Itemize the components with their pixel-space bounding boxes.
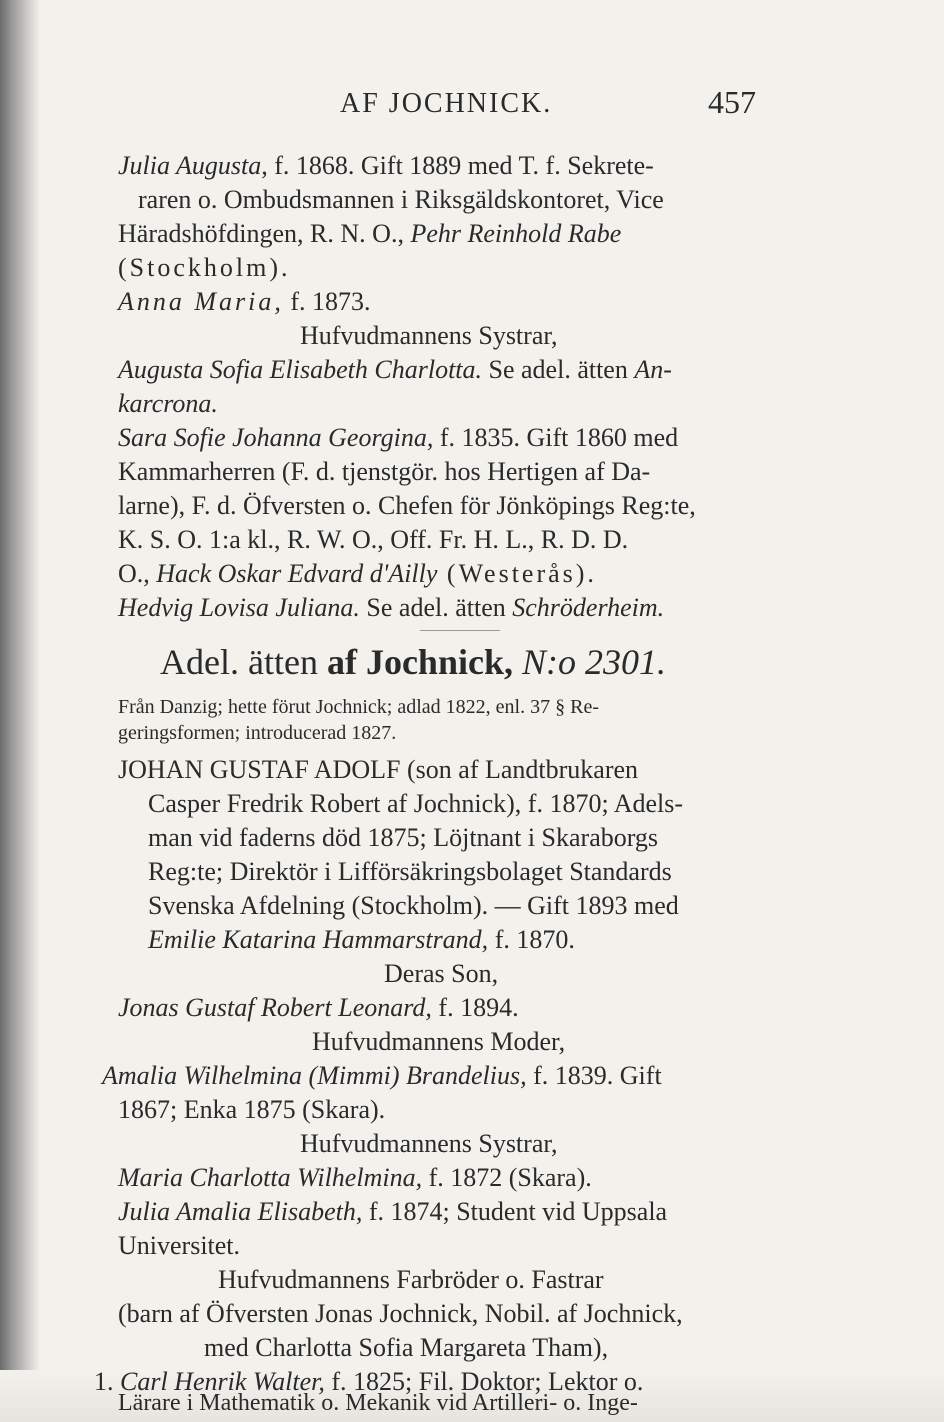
text-line: man vid faderns död 1875; Löjtnant i Skaraborgs (148, 823, 659, 852)
text-line: Svenska Afdelning (Stockholm). — Gift 1893 med (148, 891, 679, 920)
text-span: f. 1870. (488, 925, 575, 954)
person-name: Hack Oskar Edvard d'Ailly (156, 559, 438, 588)
text-line (118, 422, 678, 454)
book-spine-shadow (0, 0, 40, 1422)
divider (420, 630, 500, 631)
text-span: f. 1894. (431, 993, 519, 1022)
text-span: (Westerås). (437, 559, 597, 588)
text-span: f. 1825; Fil. Doktor; Lektor o. (324, 1367, 644, 1396)
family-title: af Jochnick, (326, 642, 513, 682)
subheading: Hufvudmannens Systrar, (300, 1129, 558, 1158)
person-name: Julia Amalia Elisabeth, (118, 1197, 363, 1226)
text-line: (barn af Öfversten Jonas Jochnick, Nobil. af Jochnick, (118, 1299, 683, 1328)
heading-note: Från Danzig; hette förut Jochnick; adlad 1822, enl. 37 § Re- (118, 696, 599, 718)
person-name: Julia Augusta, (118, 151, 268, 180)
family-heading (160, 640, 666, 684)
text-span: f. 1868. Gift 1889 med T. f. Sekrete- (267, 151, 654, 180)
person-name: Jonas Gustaf Robert Leonard, (118, 993, 432, 1022)
text-line (118, 354, 672, 386)
text-line (118, 1162, 592, 1194)
text-line: Lärare i Mathematik o. Mekanik vid Artilleri- o. Inge- (118, 1390, 638, 1416)
subheading: Deras Son, (384, 959, 499, 988)
list-number: 1. (94, 1367, 120, 1396)
text-line (118, 558, 597, 590)
person-name: Amalia Wilhelmina (Mimmi) Brandelius, (102, 1061, 527, 1090)
text-line: Reg:te; Direktör i Lifförsäkringsbolaget Standards (148, 857, 672, 886)
page-number: 457 (708, 84, 756, 120)
text-span: f. 1835. Gift 1860 med (433, 423, 679, 452)
text-line: JOHAN GUSTAF ADOLF (son af Landtbrukaren (118, 755, 639, 784)
text-line: 1867; Enka 1875 (Skara). (118, 1095, 386, 1124)
heading-prefix: Adel. ätten (160, 642, 327, 682)
heading-note: geringsformen; introducerad 1827. (118, 722, 397, 744)
text-line (118, 218, 621, 250)
subheading: Hufvudmannens Farbröder o. Fastrar (218, 1265, 604, 1294)
text-span: Häradshöfdingen, R. N. O., (118, 219, 411, 248)
text-line: Universitet. (118, 1231, 241, 1260)
running-title: AF JOCHNICK. (340, 88, 553, 119)
person-name: Anna Maria, (118, 287, 284, 316)
person-name: Emilie Katarina Hammarstrand, (148, 925, 489, 954)
text-line: K. S. O. 1:a kl., R. W. O., Off. Fr. H. L., R. D. D. (118, 525, 629, 554)
subheading: Hufvudmannens Systrar, (300, 321, 558, 350)
text-line (118, 992, 519, 1024)
family-number: N:o 2301. (512, 642, 666, 682)
text-line (118, 286, 371, 318)
text-line: larne), F. d. Öfversten o. Chefen för Jönköpings Reg:te, (118, 491, 696, 520)
family-name: karcrona. (118, 389, 218, 418)
family-name: Schröderheim. (512, 593, 665, 622)
text-line (118, 150, 654, 182)
text-span: f. 1872 (Skara). (422, 1163, 592, 1192)
text-span: Se adel. ätten (482, 355, 635, 384)
text-span: f. 1874; Student vid Uppsala (362, 1197, 668, 1226)
text-line: raren o. Ombudsmannen i Riksgäldskontoret, Vice (138, 185, 664, 214)
person-name: Hedvig Lovisa Juliana. (118, 593, 360, 622)
text-line (148, 924, 575, 956)
person-name: Sara Sofie Johanna Georgina, (118, 423, 434, 452)
text-span: f. 1839. Gift (526, 1061, 662, 1090)
person-name: Pehr Reinhold Rabe (410, 219, 622, 248)
person-name: Maria Charlotta Wilhelmina, (118, 1163, 423, 1192)
family-name: An- (634, 355, 672, 384)
text-line (118, 1196, 667, 1228)
text-span: O., (118, 559, 157, 588)
text-line: Kammarherren (F. d. tjenstgör. hos Hertigen af Da- (118, 457, 651, 486)
text-line: Casper Fredrik Robert af Jochnick), f. 1870; Adels- (148, 789, 684, 818)
text-line (118, 592, 664, 624)
subheading: Hufvudmannens Moder, (312, 1027, 566, 1056)
person-name: Carl Henrik Walter, (120, 1367, 325, 1396)
text-span: Se adel. ätten (359, 593, 513, 622)
text-line (102, 1060, 662, 1092)
text-line: med Charlotta Sofia Margareta Tham), (204, 1333, 609, 1362)
text-span: f. 1873. (283, 287, 371, 316)
text-line: (Stockholm). (118, 253, 291, 282)
person-name: Augusta Sofia Elisabeth Charlotta. (118, 355, 483, 384)
